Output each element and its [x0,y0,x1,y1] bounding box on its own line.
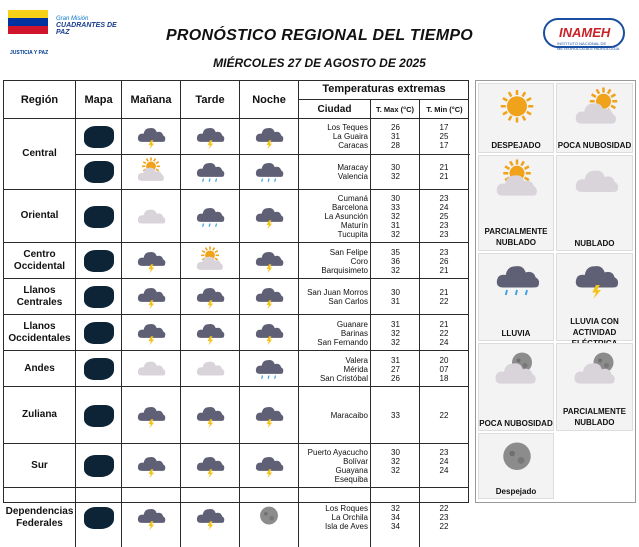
tmin-list [420,119,468,154]
legend-item [556,253,633,341]
rain-icon [251,159,287,185]
city-name: Isla de Aves [325,522,368,531]
tmin-value [420,475,468,484]
tmax-list [371,444,420,488]
header-afternoon: Tarde [181,81,240,119]
header-region: Región [4,81,76,119]
city-name: San Carlos [328,297,368,306]
city-list [299,279,371,315]
tmin-value: 23 [439,513,449,522]
tmin-value: 21 [439,319,449,329]
logo-inameh [543,18,625,51]
header [0,0,639,76]
tmin-list [420,488,468,547]
logo-right-text: INAMEH [559,25,611,40]
region-name: Andes [4,351,76,386]
region-map [84,358,114,380]
thunderstorm-icon [133,248,169,274]
city-name: Coro [350,256,368,266]
tmax-list [371,154,420,190]
tmin-value: 22 [439,411,449,420]
tmax-value: 26 [391,373,400,383]
region-row [4,190,468,243]
region-name: Central [4,119,76,189]
region-map [84,322,114,344]
city-name: San Juan Morros [307,288,368,297]
page-title: PRONÓSTICO REGIONAL DEL TIEMPO [165,27,474,44]
thunderstorm-icon [133,124,169,150]
city-list [299,190,371,243]
tmax-value: 32 [391,328,400,338]
tmax-value: 31 [391,221,400,230]
tmax-value: 31 [391,355,400,365]
header-city: Ciudad [299,99,371,119]
cloudy-icon [192,356,228,382]
thunderstorm-icon [251,403,287,429]
legend-label: LLUVIA [501,329,531,338]
legend-label: NUBLADO [574,239,615,248]
legend-panel [475,80,636,503]
tmin-list [420,444,468,488]
tmin-value: 07 [439,364,449,374]
thunderstorm-icon [133,284,169,310]
region-map [84,455,114,477]
tmin-value: 22 [439,328,449,338]
tmax-list [371,488,420,547]
tmin-value: 21 [439,288,449,297]
region-map [84,405,114,427]
forecast-table [3,80,469,531]
tmin-value: 23 [439,230,449,239]
cloudy-icon [133,356,169,382]
table-header [4,81,468,119]
tmax-list [371,315,420,351]
tmax-list [371,119,420,154]
tmin-value: 22 [439,297,449,306]
thunderstorm-icon [192,453,228,479]
tmin-value: 24 [439,203,449,212]
tmax-value: 31 [391,297,400,306]
tmax-value [371,475,420,484]
tmin-value: 26 [439,256,449,266]
legend-label: DESPEJADO [491,141,541,150]
region-map [84,286,114,308]
tmin-value: 22 [439,504,449,513]
region-name: Sur [4,444,76,487]
city-name: Valera [345,355,368,365]
region-row [4,444,468,488]
tmin-list [420,154,468,190]
city-list [299,154,371,190]
tmin-list [420,190,468,243]
tmin-value: 25 [439,212,449,221]
thunderstorm-icon [192,403,228,429]
region-name: Llanos Centrales [4,279,76,314]
thunderstorm-icon [192,124,228,150]
city-list [299,351,371,387]
tmin-value: 21 [439,172,449,181]
city-name: Esequiba [334,475,368,484]
thunderstorm-icon [251,124,287,150]
tmax-value: 34 [391,513,400,522]
city-name: San Felipe [329,247,368,257]
legend-label: Despejado [495,487,537,496]
region-row [4,279,468,315]
city-name: Bolívar [343,457,368,466]
tmax-value: 30 [391,288,400,297]
region-row [4,119,468,190]
city-name: Los Teques [327,123,368,132]
city-name: Guanare [336,319,368,329]
thunderstorm-icon [133,320,169,346]
region-name: Oriental [4,190,76,242]
region-map [84,161,114,183]
city-name: Los Roques [325,504,368,513]
legend-item [556,83,633,153]
logo-center-line1: Gran Misión [56,16,89,22]
tmax-value: 31 [391,319,400,329]
tmax-value: 30 [391,163,400,172]
tmax-value: 27 [391,364,400,374]
legend-item [556,155,633,251]
moon-icon [251,505,287,531]
city-name: San Cristóbal [319,373,368,383]
city-name: Mérida [343,364,368,374]
tmin-value: 20 [439,355,449,365]
header-tmin: T. Min (°C) [420,99,469,119]
region-name: Llanos Occidentales [4,315,76,350]
tmin-value: 25 [439,132,449,141]
tmax-list [371,279,420,315]
city-name: Barcelona [331,203,368,212]
thunderstorm-icon [251,284,287,310]
tmin-list [420,387,468,444]
legend-item [478,155,554,251]
tmax-list [371,387,420,444]
tmin-value: 21 [439,163,449,172]
page-date: MIÉRCOLES 27 DE AGOSTO DE 2025 [213,56,426,70]
header-morning: Mañana [122,81,181,119]
region-map [84,250,114,272]
legend-label: PARCIALMENTE NUBLADO [563,407,626,427]
logo-left-text: JUSTICIA Y PAZ [10,50,49,56]
tmin-list [420,351,468,387]
tmax-value: 26 [391,123,400,132]
city-name: La Asunción [324,212,368,221]
partly-cloudy-icon [192,248,228,274]
region-row [4,315,468,351]
thunderstorm-icon [251,320,287,346]
tmax-value: 28 [391,141,400,150]
thunderstorm-icon [192,284,228,310]
region-name: Centro Occidental [4,243,76,278]
partly-cloudy-icon [133,159,169,185]
legend-label: LLUVIA CON ACTIVIDAD [570,317,619,337]
cloudy-icon [133,204,169,230]
city-name: Puerto Ayacucho [307,448,368,457]
tmax-value: 32 [391,212,400,221]
logo-right-sub: INSTITUTO NACIONAL DE METEOROLOGÍA E HIDROLOGÍA [557,41,620,51]
logo-center-line2: CUADRANTES DE PAZ [56,22,117,36]
tmax-value: 36 [391,256,400,266]
thunderstorm-icon [251,248,287,274]
region-map [84,507,114,529]
legend-label: POCA NUBOSIDAD [479,419,553,428]
region-row [4,488,468,547]
city-list [299,488,371,547]
tmax-value: 32 [391,504,400,513]
tmax-value: 31 [391,132,400,141]
tmax-list [371,351,420,387]
city-name: Barinas [340,328,368,338]
tmin-value: 24 [439,466,449,475]
tmin-value: 17 [439,141,449,150]
legend-item [478,433,554,499]
city-name: Maracay [337,163,368,172]
tmax-value: 32 [391,265,400,275]
city-name: Guayana [335,466,368,475]
legend-label: POCA NUBOSIDAD [557,141,632,150]
tmin-value: 17 [439,123,449,132]
thunderstorm-icon [192,505,228,531]
tmin-list [420,243,468,279]
tmin-list [420,279,468,315]
thunderstorm-icon [133,453,169,479]
region-row [4,243,468,279]
city-list [299,444,371,488]
city-list [299,387,371,444]
city-name: La Guaira [332,132,368,141]
thunderstorm-icon [251,453,287,479]
tmin-value: 23 [439,448,449,457]
tmax-value: 32 [391,466,400,475]
rain-icon [192,204,228,230]
tmax-value: 32 [391,457,400,466]
city-list [299,315,371,351]
rain-icon [192,159,228,185]
thunderstorm-icon [192,320,228,346]
tmin-value: 23 [439,221,449,230]
thunderstorm-icon [133,403,169,429]
tmin-value: 23 [439,194,449,203]
tmax-list [371,243,420,279]
city-name: Barquisimeto [321,265,368,275]
header-tmax: T. Max (°C) [371,99,420,119]
region-name: Dependencias Federales [4,488,76,547]
city-name: Cumaná [337,194,368,203]
legend-item [478,253,554,341]
tmin-value: 24 [439,337,449,347]
region-map [84,206,114,228]
thunderstorm-icon [251,204,287,230]
tmin-value: 22 [439,522,449,531]
tmax-value: 32 [391,172,400,181]
city-name: Valencia [337,172,368,181]
tmin-list [420,315,468,351]
header-night: Noche [240,81,299,119]
header-map: Mapa [76,81,122,119]
tmin-value: 24 [439,457,449,466]
city-list [299,243,371,279]
tmin-value: 23 [439,247,449,257]
legend-label: PARCIALMENTE NUBLADO [484,227,548,247]
tmin-value: 21 [439,265,449,275]
tmax-value: 30 [391,448,400,457]
region-row [4,351,468,387]
thunderstorm-icon [133,505,169,531]
tmax-value: 35 [391,247,400,257]
region-row [4,387,468,444]
tmin-value: 18 [439,373,449,383]
tmax-value: 32 [391,230,400,239]
city-name: Caracas [338,141,368,150]
tmax-value: 33 [391,411,400,420]
rain-icon [251,356,287,382]
region-name: Zuliana [4,387,76,443]
tmax-value: 33 [391,203,400,212]
city-name: La Orchila [331,513,368,522]
header-temps-title: Temperaturas extremas [322,83,446,95]
city-name: Tucupita [337,230,368,239]
city-name: San Fernando [317,337,368,347]
tmax-value: 32 [391,337,400,347]
region-map [84,126,114,148]
legend-item [478,83,554,153]
tmax-list [371,190,420,243]
header-temps [299,81,469,119]
tmax-value: 34 [391,522,400,531]
legend-item [556,343,633,431]
legend-item [478,343,554,431]
city-name: Maturín [340,221,368,230]
city-list [299,119,371,154]
city-name: Maracaibo [330,411,368,420]
tmax-value: 30 [391,194,400,203]
